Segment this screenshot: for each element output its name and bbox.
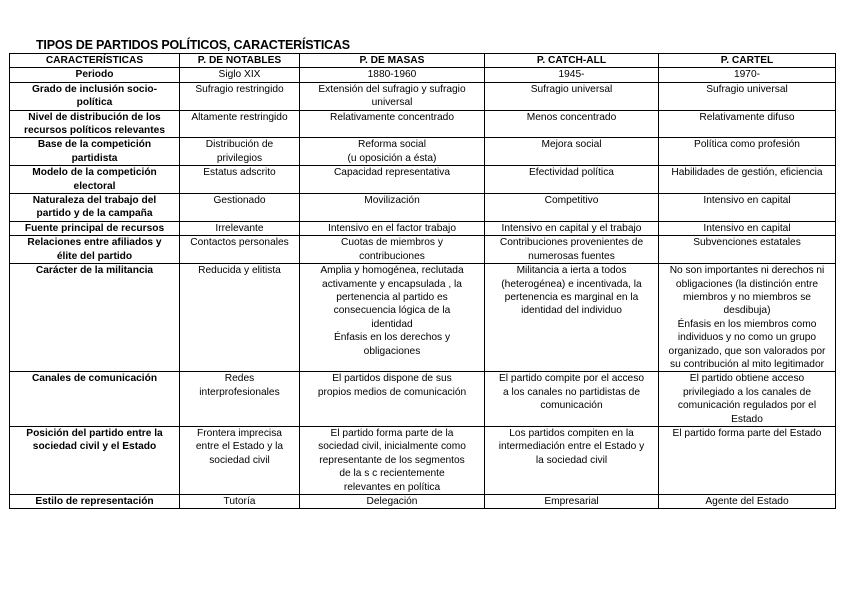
cell-characteristic: Canales de comunicación <box>10 372 180 427</box>
cell-catch-all: Intensivo en capital y el trabajo <box>485 221 659 235</box>
cell-notables: Sufragio restringido <box>180 82 300 110</box>
table-row <box>10 264 836 372</box>
cell-notables: Distribución de privilegios <box>180 138 300 166</box>
cell-cartel: Subvenciones estatales <box>659 236 836 264</box>
cell-characteristic: Grado de inclusión socio- política <box>10 82 180 110</box>
cell-cartel: Intensivo en capital <box>659 194 836 222</box>
cell-cartel: Habilidades de gestión, eficiencia <box>659 166 836 194</box>
cell-masas: 1880-1960 <box>300 68 485 82</box>
cell-characteristic: Posición del partido entre la sociedad civil y el Estado <box>10 426 180 494</box>
cell-characteristic: Modelo de la competición electoral <box>10 166 180 194</box>
cell-characteristic: Naturaleza del trabajo del partido y de la campaña <box>10 194 180 222</box>
cell-characteristic: Periodo <box>10 68 180 82</box>
page-title: TIPOS DE PARTIDOS POLÍTICOS, CARACTERÍSTICAS <box>36 38 350 52</box>
cell-catch-all: Efectividad política <box>485 166 659 194</box>
table-row <box>10 110 836 138</box>
cell-notables: Contactos personales <box>180 236 300 264</box>
cell-masas: Delegación <box>300 495 485 509</box>
table-row <box>10 166 836 194</box>
header-characteristics: CARACTERÍSTICAS <box>10 54 180 68</box>
cell-cartel: El partido forma parte del Estado <box>659 426 836 494</box>
cell-masas: Reforma social (u oposición a ésta) <box>300 138 485 166</box>
cell-catch-all: Empresarial <box>485 495 659 509</box>
party-types-table <box>9 53 836 509</box>
cell-masas: Intensivo en el factor trabajo <box>300 221 485 235</box>
cell-masas: El partidos dispone de sus propios medios de comunicación <box>300 372 485 427</box>
cell-characteristic: Fuente principal de recursos <box>10 221 180 235</box>
table-row <box>10 372 836 427</box>
table-row <box>10 495 836 509</box>
cell-cartel: Política como profesión <box>659 138 836 166</box>
cell-notables: Reducida y elitista <box>180 264 300 372</box>
cell-catch-all: Sufragio universal <box>485 82 659 110</box>
header-cartel: P. CARTEL <box>659 54 836 68</box>
cell-catch-all: Competitivo <box>485 194 659 222</box>
cell-masas: Cuotas de miembros y contribuciones <box>300 236 485 264</box>
cell-notables: Frontera imprecisa entre el Estado y la sociedad civil <box>180 426 300 494</box>
cell-masas: Extensión del sufragio y sufragio universal <box>300 82 485 110</box>
cell-cartel: 1970- <box>659 68 836 82</box>
cell-notables: Estatus adscrito <box>180 166 300 194</box>
cell-cartel: Relativamente difuso <box>659 110 836 138</box>
cell-cartel: Intensivo en capital <box>659 221 836 235</box>
table-row <box>10 426 836 494</box>
cell-catch-all: Militancia a ierta a todos (heterogénea) e incentivada, la pertenencia es marginal en la identidad del individuo <box>485 264 659 372</box>
cell-notables: Redes interprofesionales <box>180 372 300 427</box>
table-row <box>10 221 836 235</box>
cell-catch-all: Mejora social <box>485 138 659 166</box>
cell-notables: Tutoría <box>180 495 300 509</box>
cell-cartel: El partido obtiene acceso privilegiado a los canales de comunicación regulados por el Estado <box>659 372 836 427</box>
cell-catch-all: Contribuciones provenientes de numerosas fuentes <box>485 236 659 264</box>
cell-masas: Relativamente concentrado <box>300 110 485 138</box>
table-row <box>10 68 836 82</box>
table-row <box>10 236 836 264</box>
header-notables: P. DE NOTABLES <box>180 54 300 68</box>
cell-catch-all: Menos concentrado <box>485 110 659 138</box>
cell-catch-all: El partido compite por el acceso a los canales no partidistas de comunicación <box>485 372 659 427</box>
cell-masas: Capacidad representativa <box>300 166 485 194</box>
table-row <box>10 194 836 222</box>
header-masas: P. DE MASAS <box>300 54 485 68</box>
cell-cartel: Agente del Estado <box>659 495 836 509</box>
cell-characteristic: Carácter de la militancia <box>10 264 180 372</box>
table-row <box>10 138 836 166</box>
cell-masas: El partido forma parte de la sociedad civil, inicialmente como representante de los segmentos de la s c recientemente relevantes en política <box>300 426 485 494</box>
table-row <box>10 82 836 110</box>
cell-masas: Amplia y homogénea, reclutada activamente y encapsulada , la pertenencia al partido es consecuencia lógica de la identidad Énfasis en los derechos y obligaciones <box>300 264 485 372</box>
header-catch-all: P. CATCH-ALL <box>485 54 659 68</box>
cell-notables: Irrelevante <box>180 221 300 235</box>
cell-cartel: No son importantes ni derechos ni obligaciones (la distinción entre miembros y no miembros se desdibuja) Énfasis en los miembros como individuos y no como un grupo organizado, que son valorados por su contribución al mito legitimador <box>659 264 836 372</box>
cell-catch-all: 1945- <box>485 68 659 82</box>
cell-masas: Movilización <box>300 194 485 222</box>
cell-notables: Altamente restringido <box>180 110 300 138</box>
header-row <box>10 54 836 68</box>
cell-characteristic: Relaciones entre afiliados y élite del partido <box>10 236 180 264</box>
cell-characteristic: Base de la competición partidista <box>10 138 180 166</box>
cell-notables: Gestionado <box>180 194 300 222</box>
cell-catch-all: Los partidos compiten en la intermediación entre el Estado y la sociedad civil <box>485 426 659 494</box>
cell-characteristic: Estilo de representación <box>10 495 180 509</box>
cell-notables: Siglo XIX <box>180 68 300 82</box>
cell-cartel: Sufragio universal <box>659 82 836 110</box>
cell-characteristic: Nivel de distribución de los recursos políticos relevantes <box>10 110 180 138</box>
